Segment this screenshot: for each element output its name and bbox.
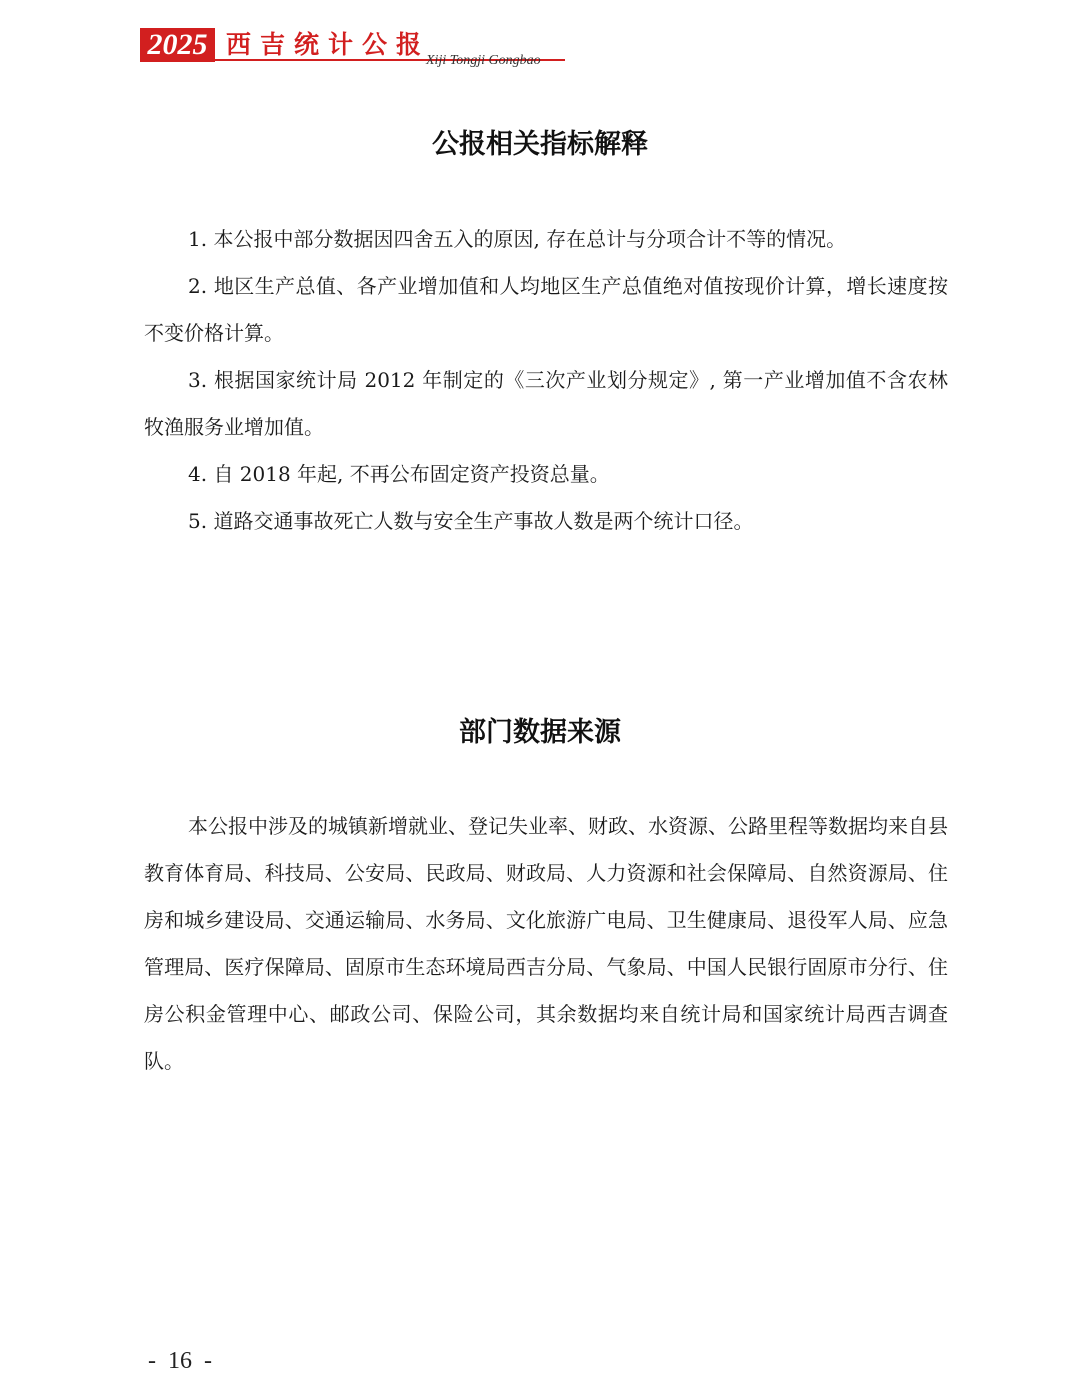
- explanation-item: 3. 根据国家统计局 2012 年制定的《三次产业划分规定》, 第一产业增加值不含农林牧渔服务业增加值。: [144, 368, 948, 439]
- sources-paragraph: 本公报中涉及的城镇新增就业、登记失业率、财政、水资源、公路里程等数据均来自县教育体育局、科技局、公安局、民政局、财政局、人力资源和社会保障局、自然资源局、住房和城乡建设局、交通运输局、水务局、文化旅游广电局、卫生健康局、退役军人局、应急管理局、医疗保障局、固原市生态环境局西吉分局、气象局、中国人民银行固原市分行、住房公积金管理中心、邮政公司、保险公司，其余数据均来自统计局和国家统计局西吉调查队。: [144, 814, 948, 1073]
- explanations-list: [144, 216, 948, 545]
- sources-heading: 部门数据来源: [459, 717, 621, 748]
- explanation-item: 1. 本公报中部分数据因四舍五入的原因, 存在总计与分项合计不等的情况。: [188, 227, 847, 251]
- masthead-title: 西吉统计公报: [226, 30, 431, 59]
- masthead-year: 2025: [140, 28, 215, 62]
- explanations-heading: 公报相关指标解释: [432, 129, 648, 160]
- masthead: [140, 28, 560, 78]
- sources-block: [144, 803, 948, 1085]
- masthead-subtitle: Xiji Tongji Gongbao: [426, 53, 541, 68]
- page-number: - 16 -: [148, 1348, 212, 1374]
- explanation-item: 2. 地区生产总值、各产业增加值和人均地区生产总值绝对值按现价计算，增长速度按不变价格计算。: [144, 274, 948, 345]
- explanation-item: 5. 道路交通事故死亡人数与安全生产事故人数是两个统计口径。: [188, 509, 754, 533]
- explanation-item: 4. 自 2018 年起, 不再公布固定资产投资总量。: [188, 462, 610, 486]
